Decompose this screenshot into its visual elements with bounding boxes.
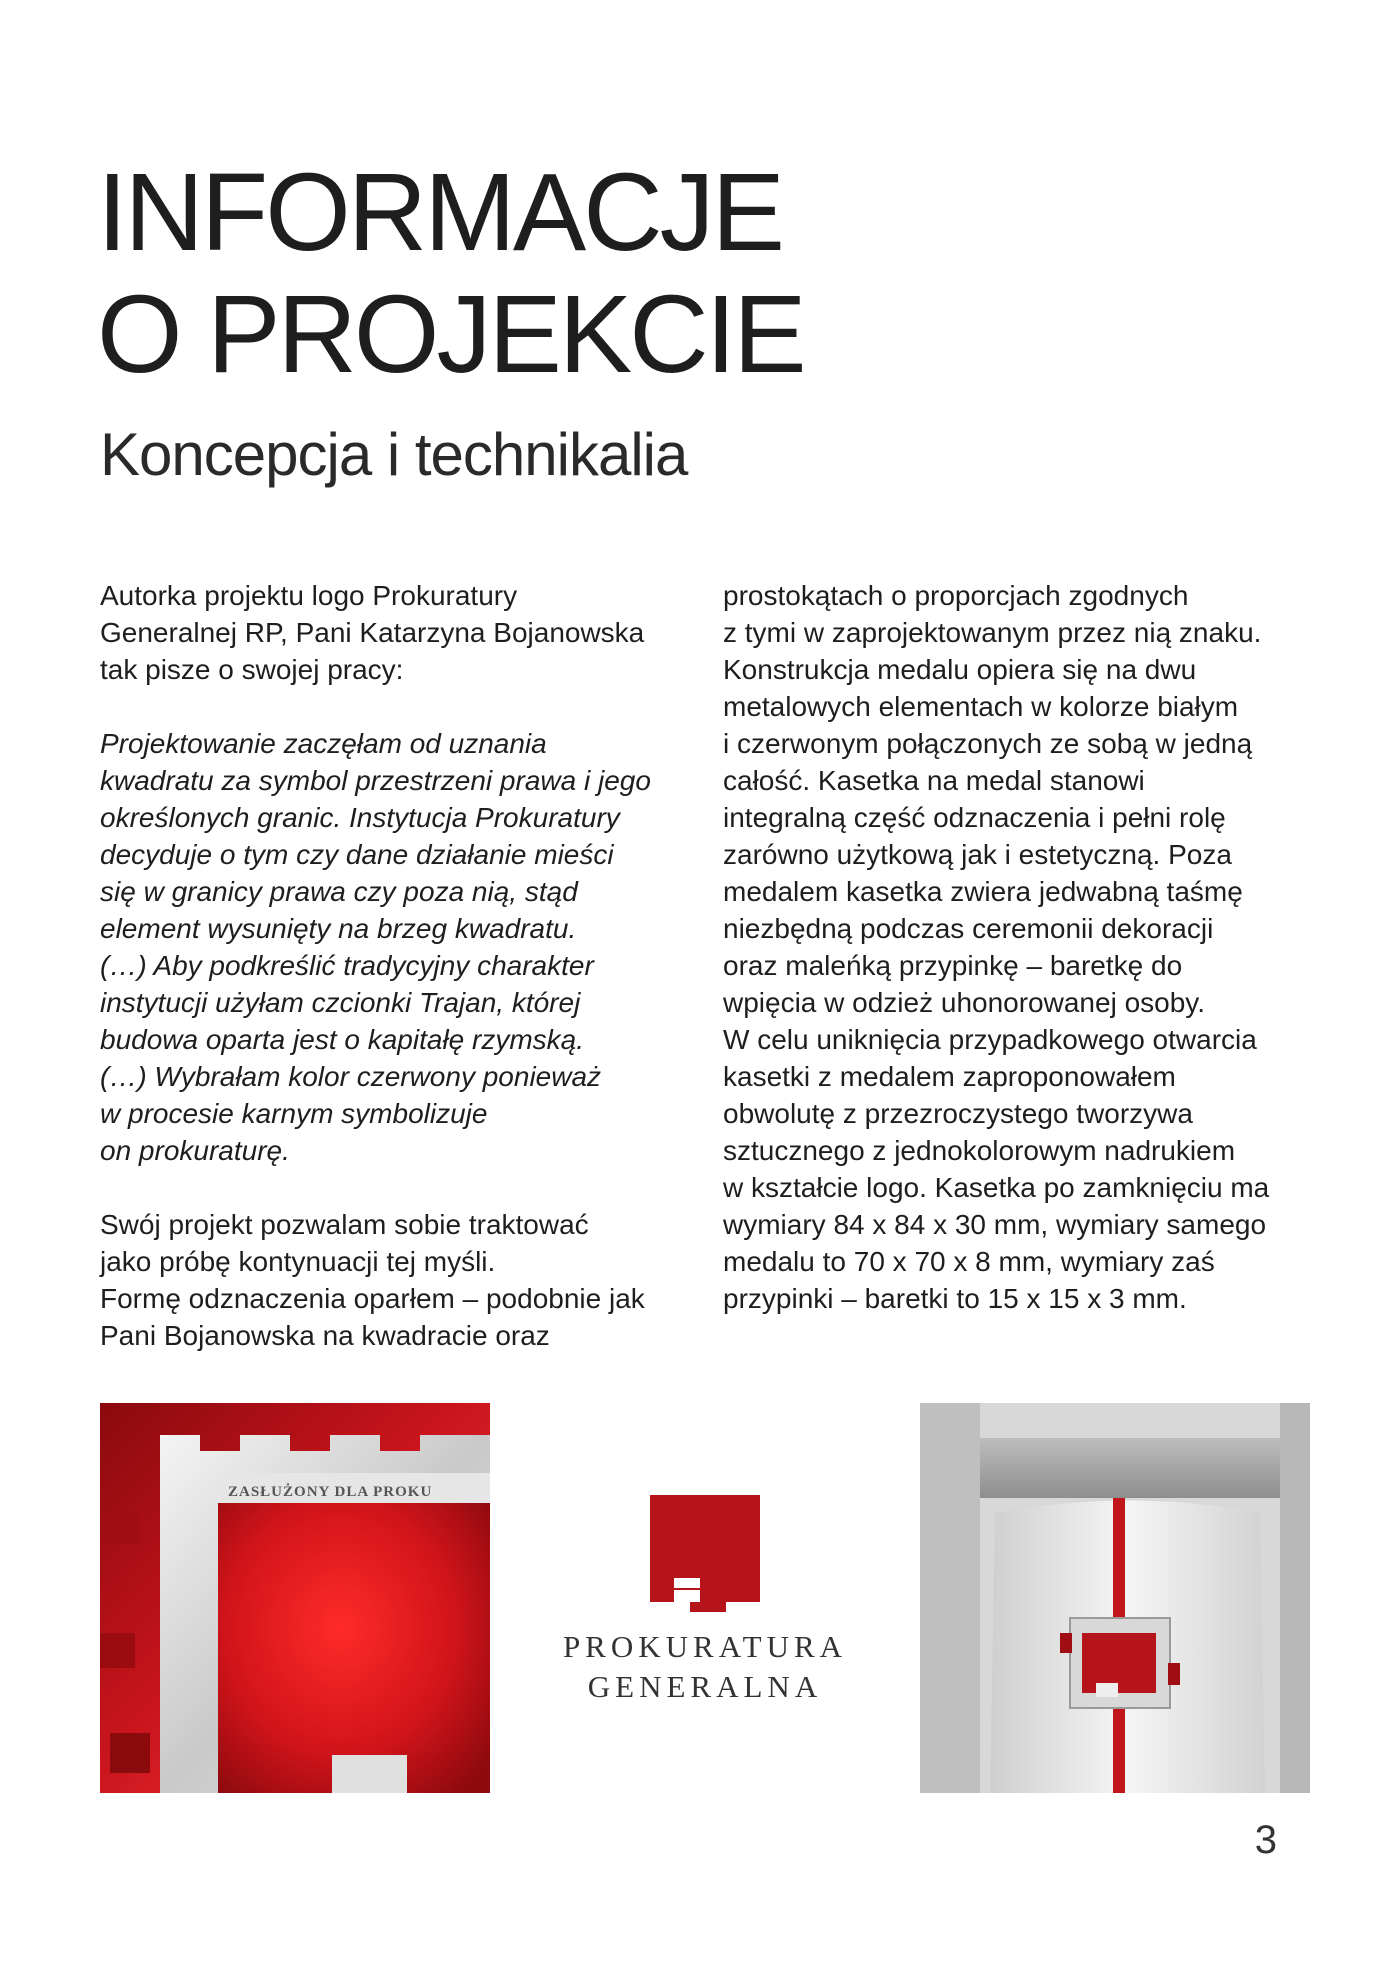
medal-detail-photo <box>100 1403 490 1793</box>
quote-paragraph: Projektowanie zaczęłam od uznania kwadratu za symbol przestrzeni prawa i jego określonych granic. Instytucja Prokuratury decyduje o tym czy dane działanie mieści się w granicy prawa czy poza nią, stąd element wysunięty na brzeg kwadratu. (…) Aby podkreślić tradycyjny charakter instytucji użyłam czcionki Trajan, której budowa oparta jest o kapitałę rzymską. (…) Wybrałam kolor czerwony ponieważ w procesie karnym symbolizuje on prokuraturę. <box>100 728 651 1166</box>
left-text-column <box>100 577 700 1354</box>
closing-paragraph: Swój projekt pozwalam sobie traktować jako próbę kontynuacji tej myśli. Formę odznaczenia oparłem – podobnie jak Pani Bojanowska na kwadracie oraz <box>100 1209 645 1351</box>
medal-detail-illustration <box>100 1403 490 1793</box>
page-number: 3 <box>1254 1818 1277 1862</box>
page-title <box>97 152 804 396</box>
title-line-1: INFORMACJE <box>97 151 782 274</box>
medal-box-illustration <box>920 1403 1310 1793</box>
intro-paragraph: Autorka projektu logo Prokuratury Generalnej RP, Pani Katarzyna Bojanowska tak pisze o swojej pracy: <box>100 580 645 685</box>
logo-square <box>650 1495 760 1590</box>
medal-box-photo <box>920 1403 1310 1793</box>
logo-text-line-2: GENERALNA <box>587 1669 823 1704</box>
logo-text-line-1: PROKURATURA <box>562 1629 848 1664</box>
page-subtitle: Koncepcja i technikalia <box>100 421 688 488</box>
prokuratura-logo <box>560 1495 850 1745</box>
right-paragraph: prostokątach o proporcjach zgodnych z tymi w zaprojektowanym przez nią znaku. Konstrukcja medalu opiera się na dwu metalowych elementach w kolorze białym i czerwonym połączonych ze sobą w jedną całość. Kasetka na medal stanowi integralną część odznaczenia i pełni rolę zarówno użytkową jak i estetyczną. Poza medalem kasetka zwiera jedwabną taśmę niezbędną podczas ceremonii dekoracji oraz maleńką przypinkę – baretkę do wpięcia w odzież uhonorowanej osoby. W celu uniknięcia przypadkowego otwarcia kasetki z medalem zaproponowałem obwolutę z przezroczystego tworzywa sztucznego z jednokolorowym nadrukiem w kształcie logo. Kasetka po zamknięciu ma wymiary 84 x 84 x 30 mm, wymiary samego medalu to 70 x 70 x 8 mm, wymiary zaś przypinki – baretki to 15 x 15 x 3 mm. <box>723 580 1270 1314</box>
right-text-column <box>723 577 1323 1317</box>
medal-inscription: ZASŁUŻONY DLA PROKU <box>228 1484 433 1500</box>
title-line-2: O PROJEKCIE <box>97 273 804 396</box>
